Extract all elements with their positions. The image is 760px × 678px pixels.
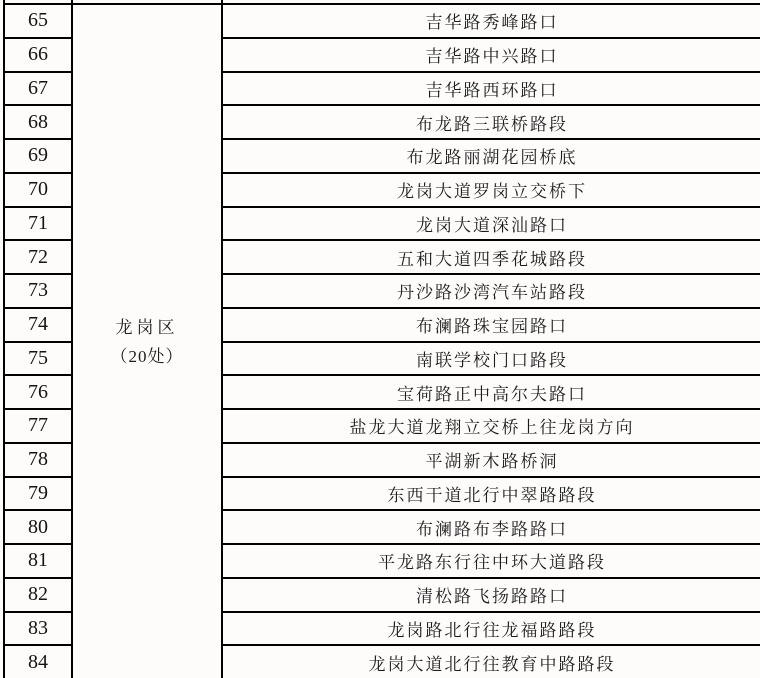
district-merged-cell [72, 4, 222, 678]
row-number-cell: 71 [4, 207, 72, 241]
location-cell: 吉华路西环路口 [222, 72, 760, 106]
district-count-label: （20处） [110, 346, 184, 366]
row-number-cell: 83 [4, 612, 72, 646]
location-cell: 龙岗大道北行往教育中路路段 [222, 645, 760, 678]
location-cell: 龙岗大道深汕路口 [222, 207, 760, 241]
row-number-cell: 67 [4, 72, 72, 106]
row-number-cell: 74 [4, 308, 72, 342]
location-cell: 平湖新木路桥洞 [222, 443, 760, 477]
location-cell: 东西干道北行中翠路路段 [222, 477, 760, 511]
location-cell: 龙岗大道罗岗立交桥下 [222, 173, 760, 207]
row-number-cell: 77 [4, 409, 72, 443]
row-number-cell: 80 [4, 510, 72, 544]
row-number-cell: 81 [4, 544, 72, 578]
location-cell: 吉华路秀峰路口 [222, 4, 760, 38]
location-cell: 清松路飞扬路路口 [222, 578, 760, 612]
district-location-table [3, 0, 760, 678]
row-number-cell: 76 [4, 375, 72, 409]
row-number-cell: 70 [4, 173, 72, 207]
row-number-cell: 68 [4, 105, 72, 139]
location-cell: 布澜路珠宝园路口 [222, 308, 760, 342]
location-cell: 丹沙路沙湾汽车站路段 [222, 274, 760, 308]
row-number-cell: 84 [4, 645, 72, 678]
row-number-cell: 75 [4, 342, 72, 376]
row-number-cell: 82 [4, 578, 72, 612]
table-body [4, 0, 760, 678]
district-name: 龙岗区 [115, 317, 179, 337]
location-cell: 吉华路中兴路口 [222, 38, 760, 72]
location-cell: 南联学校门口路段 [222, 342, 760, 376]
location-cell: 平龙路东行往中环大道路段 [222, 544, 760, 578]
row-number-cell: 66 [4, 38, 72, 72]
row-number-cell: 73 [4, 274, 72, 308]
row-number-cell: 72 [4, 240, 72, 274]
row-number-cell: 69 [4, 139, 72, 173]
table-row [4, 4, 760, 38]
location-cell: 五和大道四季花城路段 [222, 240, 760, 274]
row-number-cell: 79 [4, 477, 72, 511]
location-cell: 盐龙大道龙翔立交桥上往龙岗方向 [222, 409, 760, 443]
row-number-cell: 78 [4, 443, 72, 477]
location-cell: 布澜路布李路路口 [222, 510, 760, 544]
row-number-cell: 65 [4, 4, 72, 38]
location-cell: 布龙路三联桥路段 [222, 105, 760, 139]
location-cell: 布龙路丽湖花园桥底 [222, 139, 760, 173]
location-cell: 宝荷路正中高尔夫路口 [222, 375, 760, 409]
location-cell: 龙岗路北行往龙福路路段 [222, 612, 760, 646]
